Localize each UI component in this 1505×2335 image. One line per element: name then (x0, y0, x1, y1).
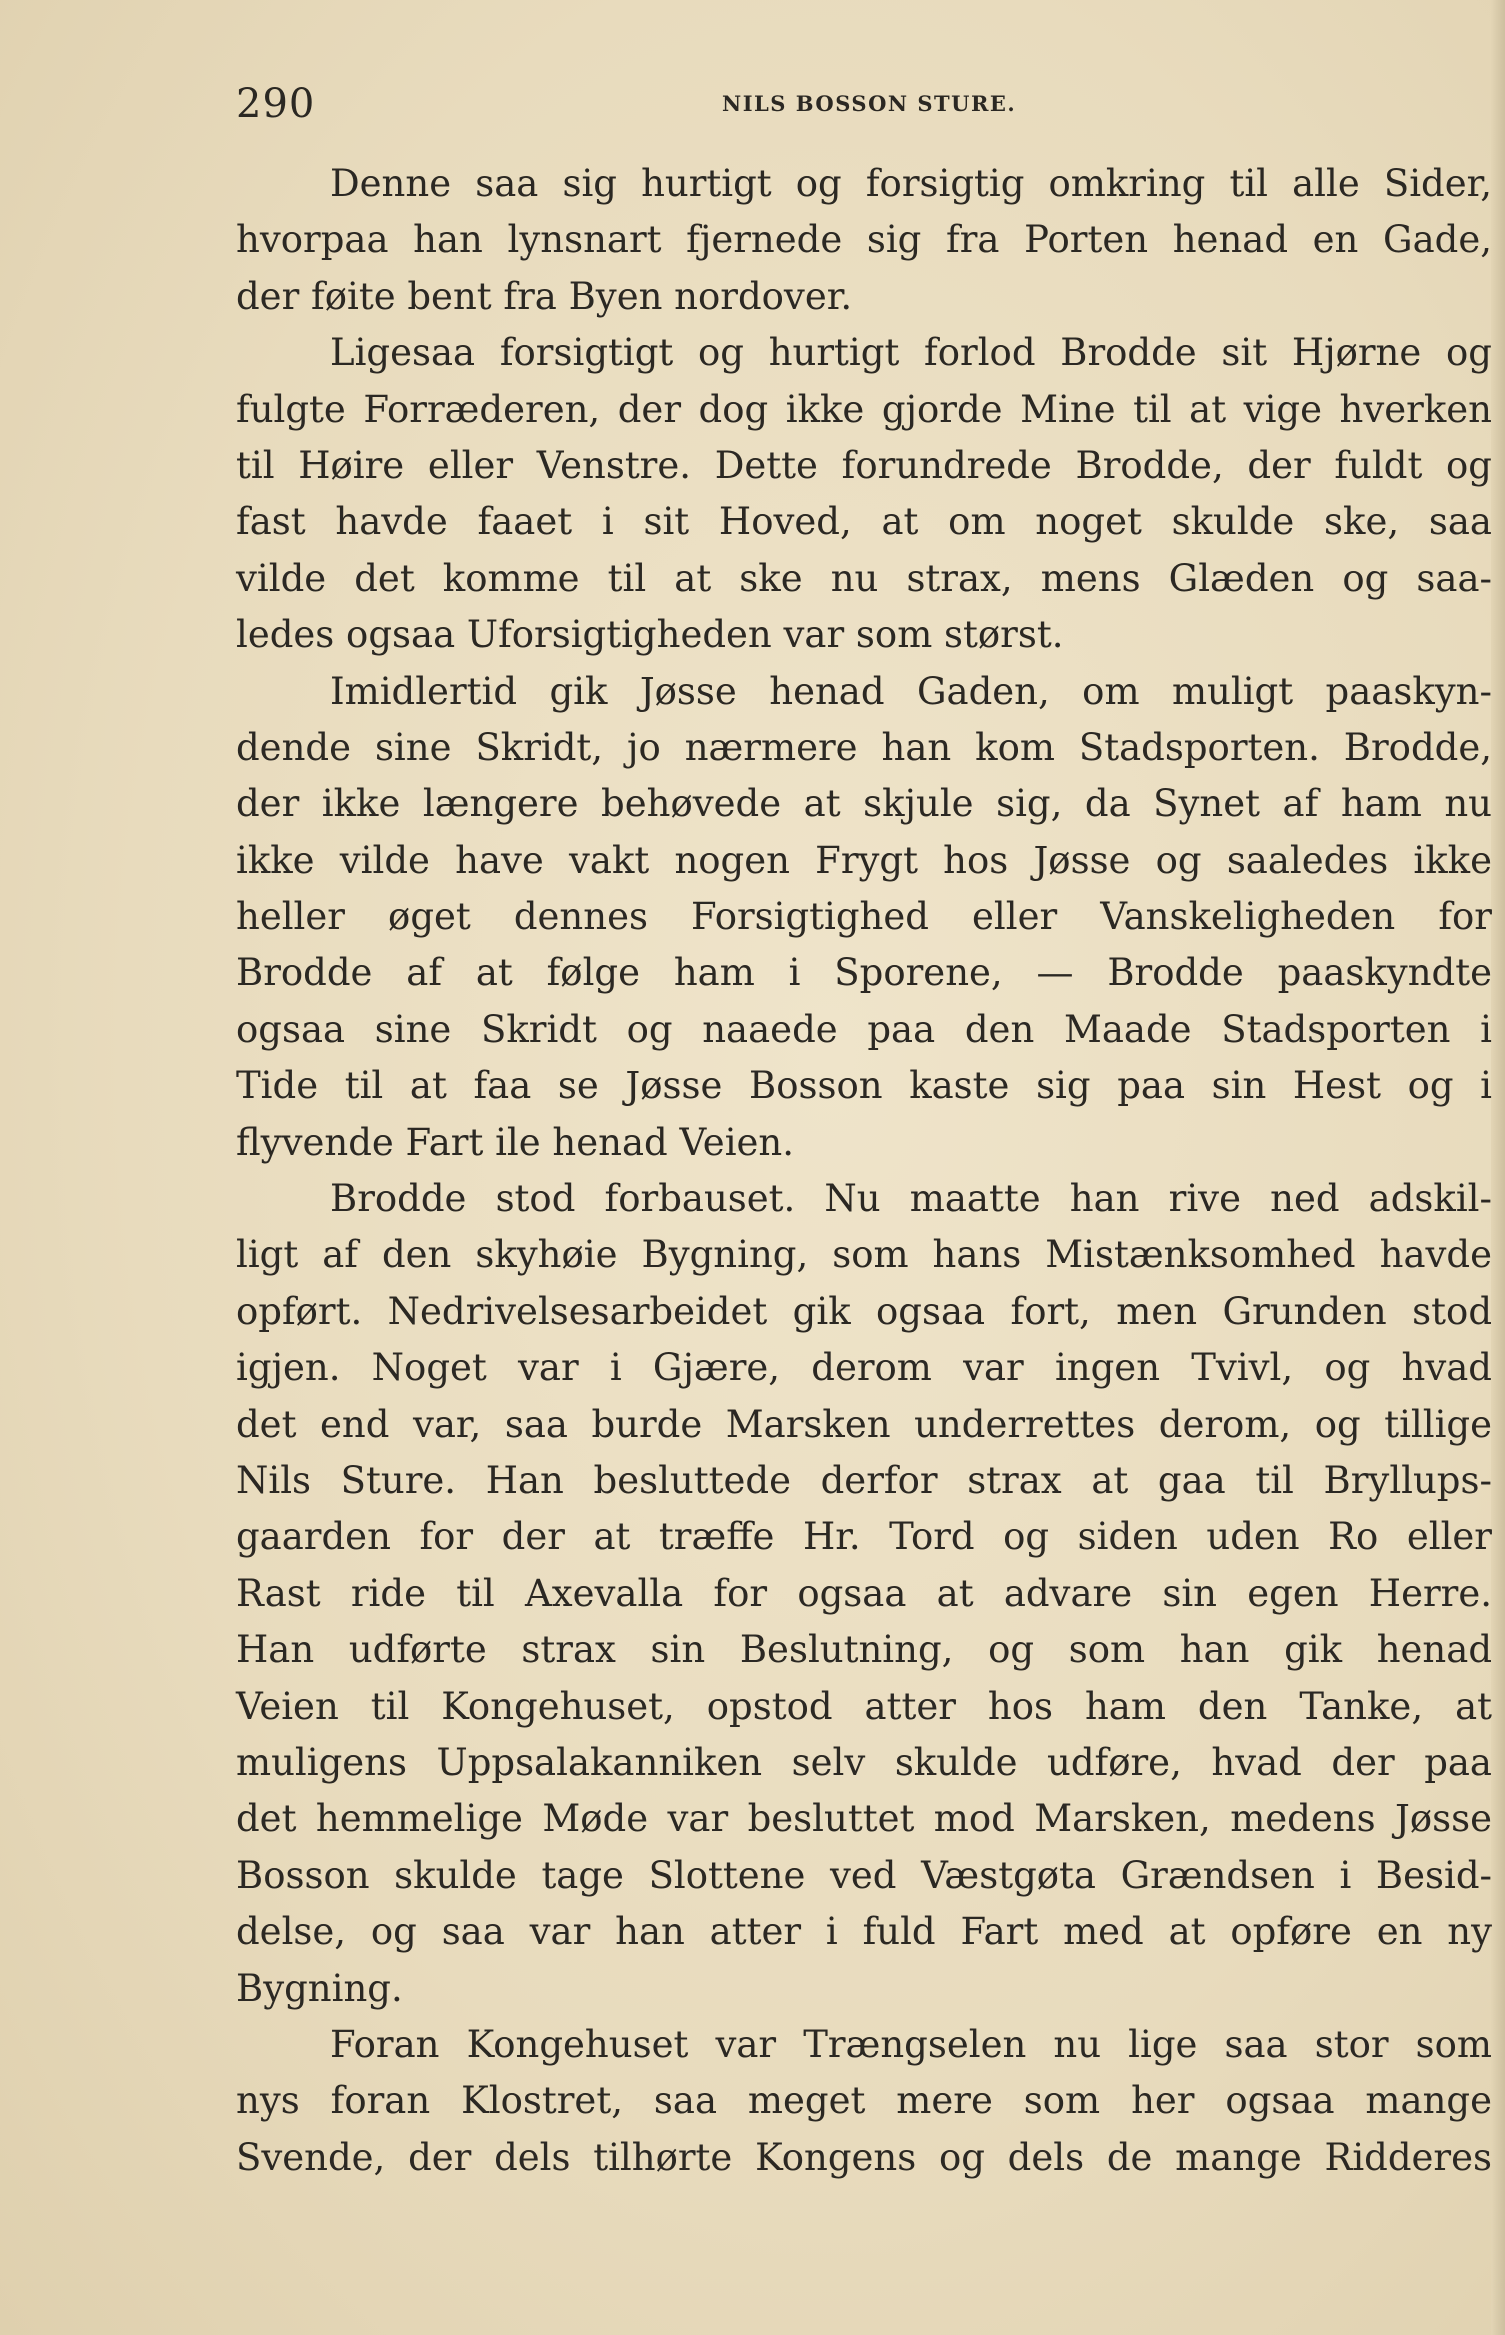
text-line: der ikke længere behøvede at skjule sig, da Synet af ham nu (236, 782, 1492, 826)
text-line: muligens Uppsalakanniken selv skulde udføre, hvad der paa (236, 1740, 1492, 1784)
text-line: Tide til at faa se Jøsse Bosson kaste sig paa sin Hest og i (236, 1064, 1492, 1108)
text-line: gaarden for der at træffe Hr. Tord og siden uden Ro eller (236, 1515, 1492, 1559)
text-line: Ligesaa forsigtigt og hurtigt forlod Brodde sit Hjørne og (330, 331, 1492, 375)
text-line: det hemmelige Møde var besluttet mod Marsken, medens Jøsse (236, 1797, 1492, 1841)
text-line: Bygning. (236, 1966, 403, 2010)
text-line: ligt af den skyhøie Bygning, som hans Mistænksomhed havde (236, 1233, 1492, 1277)
text-line: ledes ogsaa Uforsigtigheden var som størst. (236, 613, 1064, 657)
text-line: ogsaa sine Skridt og naaede paa den Maade Stadsporten i (236, 1007, 1492, 1051)
running-head: NILS BOSSON STURE. (722, 91, 1017, 116)
text-line: opført. Nedrivelsesarbeidet gik ogsaa fort, men Grunden stod (236, 1289, 1492, 1333)
page-edge (1491, 0, 1505, 2335)
body-text (236, 156, 1492, 2186)
text-line: delse, og saa var han atter i fuld Fart med at opføre en ny (236, 1910, 1492, 1954)
page-number: 290 (236, 81, 316, 127)
text-line: Denne saa sig hurtigt og forsigtig omkring til alle Sider, (330, 162, 1492, 205)
text-line: Bosson skulde tage Slottene ved Væstgøta Grændsen i Besid- (236, 1853, 1492, 1897)
text-line: der føite bent fra Byen nordover. (236, 274, 853, 318)
text-line: Rast ride til Axevalla for ogsaa at advare sin egen Herre. (236, 1571, 1492, 1615)
text-line: nys foran Klostret, saa meget mere som her ogsaa mange (236, 2079, 1492, 2123)
text-line: Veien til Kongehuset, opstod atter hos ham den Tanke, at (236, 1684, 1492, 1728)
text-line: til Høire eller Venstre. Dette forundrede Brodde, der fuldt og (236, 443, 1492, 487)
text-line: Nils Sture. Han besluttede derfor strax at gaa til Bryllups- (236, 1458, 1492, 1502)
text-line: heller øget dennes Forsigtighed eller Vanskeligheden for (236, 895, 1492, 939)
text-line: ikke vilde have vakt nogen Frygt hos Jøsse og saaledes ikke (236, 838, 1492, 882)
text-line: Brodde af at følge ham i Sporene, — Brodde paaskyndte (236, 951, 1492, 995)
text-line: Han udførte strax sin Beslutning, og som han gik henad (236, 1628, 1492, 1672)
page-header (236, 74, 1496, 134)
text-line: Svende, der dels tilhørte Kongens og dels de mange Ridderes (236, 2135, 1492, 2179)
text-line: vilde det komme til at ske nu strax, mens Glæden og saa- (236, 556, 1492, 600)
text-line: fulgte Forræderen, der dog ikke gjorde Mine til at vige hverken (236, 387, 1492, 431)
text-line: Brodde stod forbauset. Nu maatte han rive ned adskil- (330, 1177, 1492, 1221)
text-line: det end var, saa burde Marsken underrettes derom, og tillige (236, 1402, 1492, 1446)
text-line: Foran Kongehuset var Trængselen nu lige saa stor som (330, 2022, 1492, 2066)
text-line: fast havde faaet i sit Hoved, at om noget skulde ske, saa (236, 500, 1492, 544)
text-line: igjen. Noget var i Gjære, derom var ingen Tvivl, og hvad (236, 1346, 1492, 1390)
text-line: hvorpaa han lynsnart fjernede sig fra Porten henad en Gade, (236, 218, 1492, 262)
text-line: Imidlertid gik Jøsse henad Gaden, om muligt paaskyn- (330, 669, 1492, 713)
text-line: flyvende Fart ile henad Veien. (236, 1120, 795, 1164)
text-line: dende sine Skridt, jo nærmere han kom Stadsporten. Brodde, (236, 725, 1492, 769)
